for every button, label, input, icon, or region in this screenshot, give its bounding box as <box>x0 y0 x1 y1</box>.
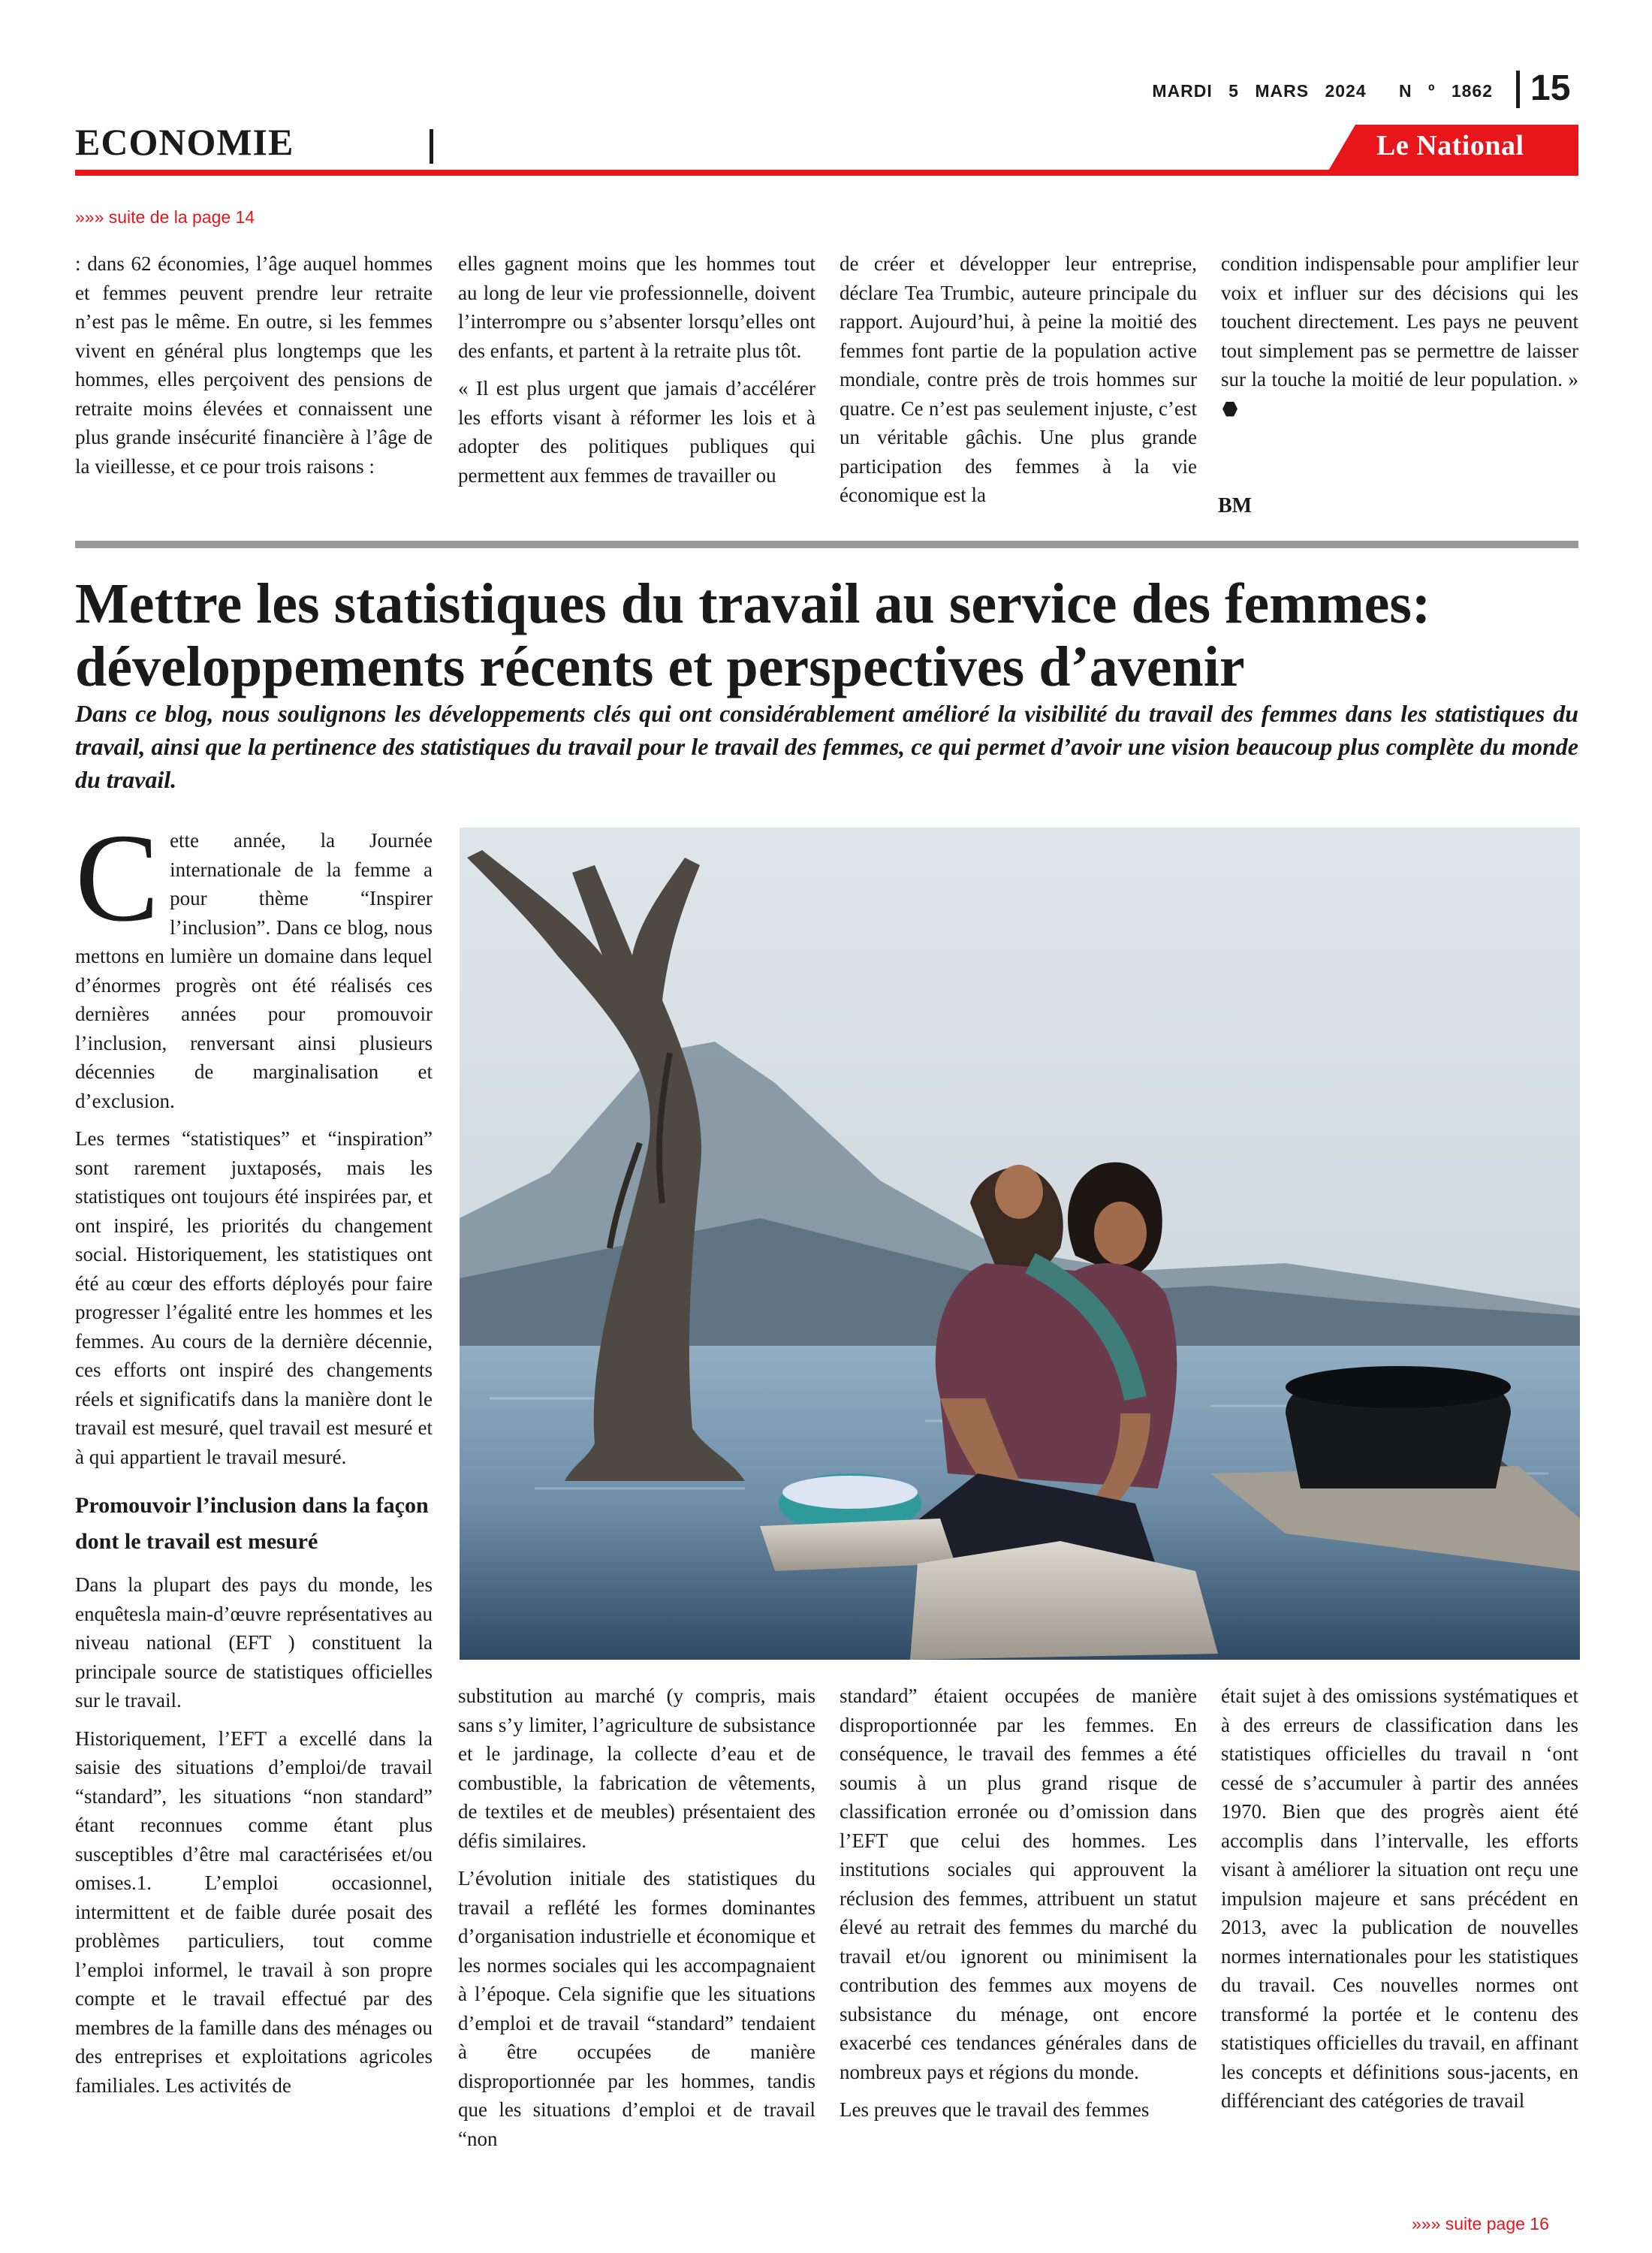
article-deck: Dans ce blog, nous soulignons les développements clés qui ont considérablement amélioré la visibilité du travail des femmes dans les statistiques du travail, ainsi que la pertinence des statistiques du travail pour le travail des femmes, ce qui permet d’avoir une vision beaucoup plus complète du monde du travail. <box>75 700 1578 793</box>
prev-article-signature: BM <box>1218 494 1253 517</box>
prev-article-column-1 <box>75 249 433 490</box>
prev-article-paragraph: : dans 62 économies, l’âge auquel hommes et femmes peuvent prendre leur retraite n’est pas le même. En outre, si les femmes vivent en général plus longtemps que les hommes, elles perçoivent des pensions de retraite moins élevées et connaissent une plus grande insécurité financière à l’âge de la vieillesse, et ce pour trois raisons : <box>75 252 433 478</box>
article-paragraph: Dans la plupart des pays du monde, les enquêtesla main-d’œuvre représentatives au niveau national (EFT ) constituent la principale source de statistiques officielles sur le travail. <box>75 1573 433 1712</box>
article-column-4 <box>1221 1681 1578 2125</box>
article-column-2 <box>458 1681 815 2162</box>
article-paragraph: Les termes “statistiques” et “inspiration” sont rarement juxtaposés, mais les statistiques ont toujours été inspirées par, et ont inspiré, les priorités du changement social. Historiquement, les statistiques ont été au cœur des efforts déployés pour faire progresser l’égalité entre les hommes et les femmes. Au cours de la dernière décennie, ces efforts ont inspiré des changements réels et significatifs dans la manière dont le travail est mesuré, quel travail est mesuré et à qui appartient le travail mesuré. <box>75 1127 433 1468</box>
prev-article-column-4 <box>1221 249 1578 432</box>
article-subheading: Promouvoir l’inclusion dans la façon dont le travail est mesuré <box>75 1493 429 1554</box>
section-title: ECONOMIE <box>75 121 294 163</box>
drop-cap: C <box>75 808 160 948</box>
issue-number: N º 1862 <box>1399 81 1493 101</box>
article-headline: Mettre les statistiques du travail au service des femmes: développements récents et perspectives d’avenir <box>75 572 1431 698</box>
article-paragraph: Historiquement, l’EFT a excellé dans la saisie des situations d’emploi/de travail “standard”, les situations “non standard” étant reconnues comme étant plus susceptibles d’être mal caractérisées et/ou omises.1. L’emploi occasionnel, intermittent et de faible durée posait des problèmes particuliers, tout comme l’emploi informel, le travail à son propre compte et le travail effectué par des membres de la famille dans des ménages ou des entreprises et exploitations agricoles familiales. Les activités de <box>75 1727 433 2097</box>
intro-text: ette année, la Journée internationale de la femme a pour thème “Inspirer l’inclusion”. Dans ce blog, nous mettons en lumière un domaine dans lequel d’énormes progrès ont été réalisés ces dernières années pour promouvoir l’inclusion, renversant ainsi plusieurs décennies de marginalisation et d’exclusion. <box>75 829 433 1112</box>
continued-from-link[interactable]: »»» suite de la page 14 <box>75 207 255 227</box>
page-number-divider <box>1516 71 1520 108</box>
prev-article-column-3 <box>840 249 1197 519</box>
page-number: 15 <box>1530 68 1571 108</box>
issue-date: MARDI 5 MARS 2024 <box>1152 81 1367 101</box>
prev-article-paragraph: elles gagnent moins que les hommes tout au long de leur vie professionnelle, doivent l’interrompre ou s’absenter lorsqu’elles ont des enfants, et partent à la retraite plus tôt. <box>458 252 815 362</box>
article-paragraph: était sujet à des omissions systématiques et à des erreurs de classification dans les statistiques officielles du travail n ‘ont cessé de s’accumuler à partir des années 1970. Bien que des progrès aient été accomplis dans l’intervalle, les efforts visant à améliorer la situation ont reçu une impulsion majeure et sans précédent en 2013, avec la publication de nouvelles normes internationales pour les statistiques du travail. Ces nouvelles normes ont transformé la portée et le contenu des statistiques officielles du travail, en affinant les concepts et définitions sous-jacents, en différenciant des catégories de travail <box>1221 1684 1578 2112</box>
continued-to-link[interactable]: »»» suite page 16 <box>1412 2214 1549 2233</box>
prev-article-closing-text: condition indispensable pour amplifier leur voix et influer sur des décisions qui les touchent directement. Les pays ne peuvent tout simplement pas se permettre de laisser sur la touche la moitié de leur population. » <box>1221 252 1578 391</box>
article-paragraph: Les preuves que le travail des femmes <box>840 2098 1150 2121</box>
issue-date-line <box>1152 81 1493 101</box>
prev-article-paragraph <box>1221 249 1578 423</box>
article-paragraph: L’évolution initiale des statistiques du travail a reflété les formes dominantes d’organisation industrielle et économique et les normes sociales qui les accompagnaient à l’époque. Cela signifie que les situations d’emploi et de travail “standard” tendaient à être occupées de manière disproportionnée par les hommes, tandis que les situations d’emploi et de travail “non <box>458 1867 815 2150</box>
article-column-3 <box>840 1681 1197 2134</box>
prev-article-paragraph: de créer et développer leur entreprise, déclare Tea Trumbic, auteure principale du rapport. Aujourd’hui, à peine la moitié des femmes font partie de la population active mondiale, contre près de trois hommes sur quatre. Ce n’est pas seulement injuste, c’est un véritable gâchis. Une plus grande participation des femmes à la vie économique est la <box>840 252 1197 506</box>
brand-name: Le National <box>1376 130 1524 161</box>
article-photo <box>460 828 1580 1660</box>
intro-paragraph <box>75 808 433 1115</box>
prev-article-paragraph: « Il est plus urgent que jamais d’accélérer les efforts visant à réformer les lois et à adopter des politiques publiques qui permettent aux femmes de travailler ou <box>458 377 815 487</box>
article-separator <box>75 541 1578 548</box>
end-of-article-icon <box>1222 402 1237 417</box>
section-divider <box>430 129 433 164</box>
article-paragraph: standard” étaient occupées de manière disproportionnée par les femmes. En conséquence, le travail des femmes a été soumis à un plus grand risque de classification erronée ou d’omission dans l’EFT que celui des hommes. Les institutions sociales qui approuvent la réclusion des femmes, attribuent un statut élevé au retrait des femmes du marché du travail et/ou ignorent ou minimisent la contribution des femmes aux moyens de subsistance du ménage, ont encore exacerbé ces tendances générales dans de nombreux pays et régions du monde. <box>840 1684 1197 2083</box>
article-paragraph: substitution au marché (y compris, mais sans s’y limiter, l’agriculture de subsistance et le jardinage, la collecte d’eau et de combustible, la fabrication de vêtements, de textiles et de meubles) présentaient des défis similaires. <box>458 1684 815 1852</box>
prev-article-column-2 <box>458 249 815 499</box>
article-column-1 <box>75 808 433 2109</box>
